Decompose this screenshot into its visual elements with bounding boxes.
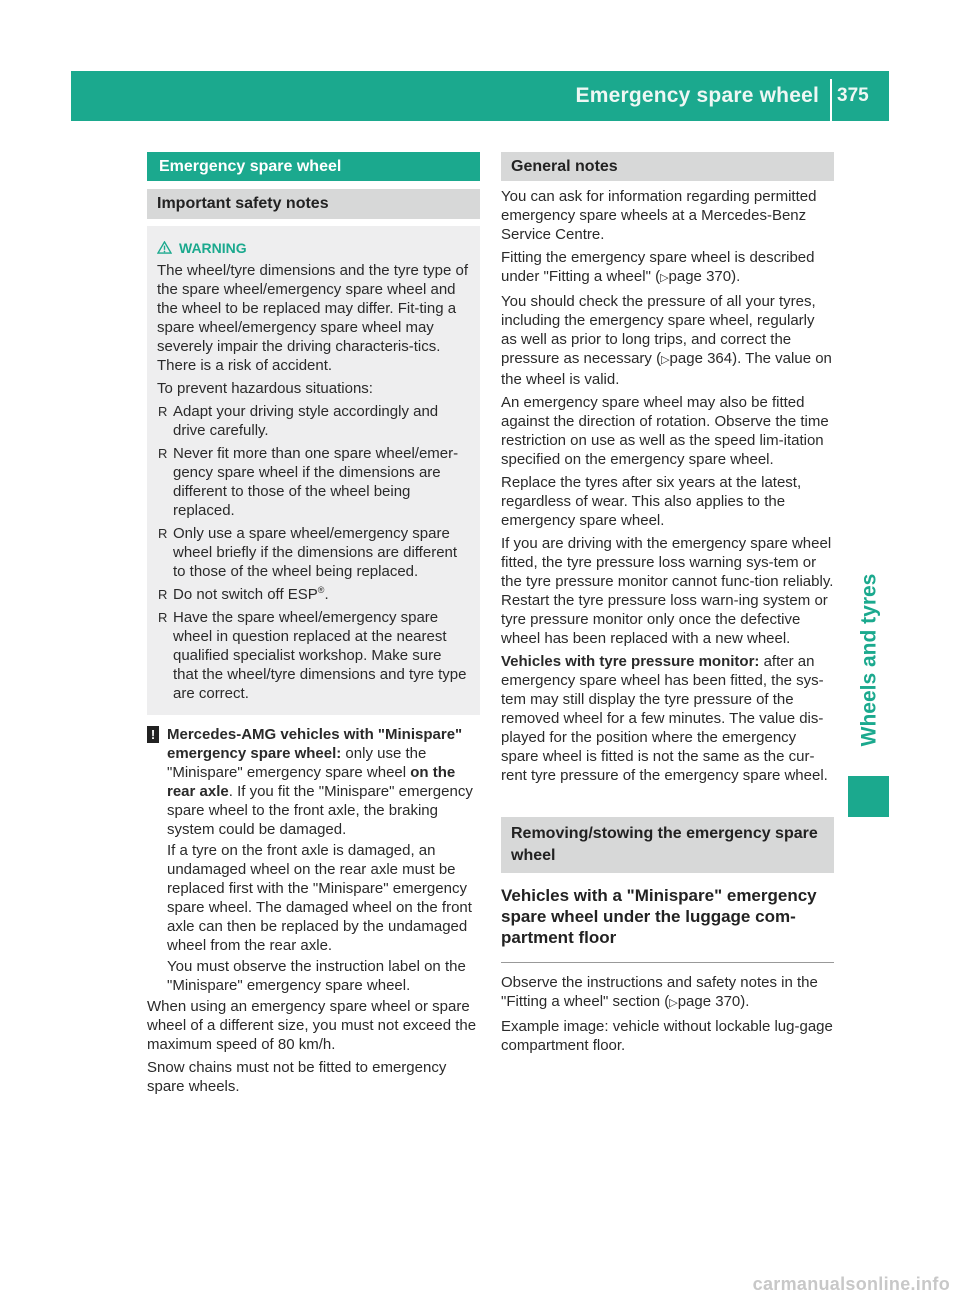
list-item-text: Adapt your driving style accordingly and drive carefully. <box>173 403 439 439</box>
removing-para-1 <box>501 973 834 1013</box>
warning-list <box>157 402 470 703</box>
subsection-title: Important safety notes <box>147 189 480 219</box>
list-item <box>157 444 470 520</box>
running-header <box>71 71 889 121</box>
list-item-text: Have the spare wheel/emergency spare wheel in question replaced at the nearest qualified specialist workshop. Make sure that the wheel/tyre dimensions and tyre type are correct. <box>173 609 467 702</box>
list-item <box>157 402 470 440</box>
list-item <box>157 608 470 703</box>
list-item-text: Do not switch off ESP <box>173 586 318 603</box>
side-tab-marker <box>848 776 889 817</box>
para-text: Fitting the emergency spare wheel is described under "Fitting a wheel" ( <box>501 249 815 285</box>
page-reference-arrow-icon: ▷ <box>660 272 669 284</box>
bullet-icon: R <box>158 610 168 625</box>
exclamation-icon: ! <box>147 726 159 743</box>
general-para-7 <box>501 652 834 785</box>
list-item-text: Only use a spare wheel/emergency spare wheel briefly if the dimensions are different to those of the wheel being replaced. <box>173 525 458 580</box>
snow-paragraph: Snow chains must not be fitted to emergency spare wheels. <box>147 1059 447 1095</box>
general-notes-title: General notes <box>501 152 834 181</box>
warning-prevent: To prevent hazardous situations: <box>157 380 373 397</box>
removing-title: Removing/stowing the emergency spare wheel <box>501 817 834 873</box>
list-item-tail: . <box>324 586 329 603</box>
warning-heading <box>157 238 470 258</box>
note-para-2: If a tyre on the front axle is damaged, an undamaged wheel on the rear axle must be replaced first with the "Minispare" emergency spare wheel. The damaged wheel on the front axle can then be replaced by the undamaged wheel from the rear axle. <box>167 842 472 954</box>
watermark-url[interactable]: carmanualsonline.info <box>752 1274 950 1294</box>
page-reference-link[interactable]: page 364). The value on the wheel is valid. <box>501 350 832 388</box>
page-reference-link[interactable]: page 370). <box>668 268 741 285</box>
list-item <box>157 585 470 604</box>
bullet-icon: R <box>158 404 168 419</box>
para-lead: Vehicles with tyre pressure monitor: <box>501 653 760 670</box>
para-text: You should check the pressure of all your tyres, including the emergency spare wheel, regularly as well as prior to long trips, and correct the pressure as necessary ( <box>501 293 816 367</box>
note-para-3: You must observe the instruction label on the "Minispare" emergency spare wheel. <box>167 958 466 994</box>
general-para-2 <box>501 248 834 288</box>
general-para-4: An emergency spare wheel may also be fitted against the direction of rotation. Observe the time restriction on use as well as the speed lim-itation specified on the emergency spare wheel. <box>501 394 829 468</box>
heading-rule <box>501 962 834 963</box>
page-reference-arrow-icon: ▷ <box>661 354 670 366</box>
bullet-icon: R <box>158 526 168 541</box>
bullet-icon: R <box>158 446 168 461</box>
general-para-6: If you are driving with the emergency spare wheel fitted, the tyre pressure loss warning sys-tem or the tyre pressure monitor cannot func-tion reliably. Restart the tyre pressure loss warn-ing system or tyre pressure monitor only once the defective wheel has been replaced with a new wheel. <box>501 535 834 647</box>
section-title: Emergency spare wheel <box>147 152 480 181</box>
speed-paragraph: When using an emergency spare wheel or spare wheel of a different size, you must not exceed the maximum speed of 80 km/h. <box>147 998 477 1053</box>
side-tab-label-text: Wheels and tyres <box>857 573 881 747</box>
warning-label: WARNING <box>179 240 247 256</box>
warning-triangle-icon <box>157 241 172 254</box>
list-item-text: Never fit more than one spare wheel/emer-gency spare wheel if the dimensions are different to those of the wheel being replaced. <box>173 445 459 519</box>
page-number: 375 <box>837 85 869 106</box>
page-reference-link[interactable]: page 370). <box>677 993 750 1010</box>
registered-mark: ® <box>317 585 325 595</box>
list-item <box>157 524 470 581</box>
note-para-1 <box>167 725 480 839</box>
note-bold-mid: on the rear axle <box>167 764 456 800</box>
right-column <box>501 152 834 1059</box>
header-divider <box>830 79 832 121</box>
minispare-heading: Vehicles with a "Minispare" emergency spare wheel under the luggage com-partment floor <box>501 886 817 947</box>
removing-para-2: Example image: vehicle without lockable lug-gage compartment floor. <box>501 1018 833 1054</box>
amg-note <box>147 725 480 995</box>
side-tab-label <box>852 570 886 750</box>
bullet-icon: R <box>158 587 168 602</box>
general-para-3 <box>501 292 834 389</box>
header-title: Emergency spare wheel <box>575 84 819 107</box>
warning-text: The wheel/tyre dimensions and the tyre type of the spare wheel/emergency spare wheel and the wheel to be replaced may differ. Fit-ting a spare wheel/emergency spare wheel may severely impair the driving characteris-tics. There is a risk of accident. <box>157 262 469 374</box>
para-text: after an emergency spare wheel has been fitted, the sys-tem may still display the tyre pressure of the removed wheel for a few minutes. The value dis-played for the position where the emergency spare wheel is fitted is not the same as the cur-rent tyre pressure of the emergency spare wheel. <box>501 653 828 784</box>
para-text: Observe the instructions and safety notes in the "Fitting a wheel" section ( <box>501 974 818 1010</box>
page-reference-arrow-icon: ▷ <box>669 997 678 1009</box>
note-text-2: . If you fit the "Minispare" emergency spare wheel to the front axle, the braking system could be damaged. <box>167 783 473 838</box>
general-para-5: Replace the tyres after six years at the latest, regardless of wear. This also applies to the emergency spare wheel. <box>501 474 802 529</box>
note-lead: Mercedes-AMG vehicles with "Minispare" emergency spare wheel: <box>167 726 463 762</box>
left-column <box>147 152 480 1100</box>
warning-box <box>147 226 480 715</box>
general-para-1: You can ask for information regarding permitted emergency spare wheels at a Mercedes-Benz Service Centre. <box>501 188 817 243</box>
note-text-1: only use the "Minispare" emergency spare wheel <box>167 745 427 781</box>
